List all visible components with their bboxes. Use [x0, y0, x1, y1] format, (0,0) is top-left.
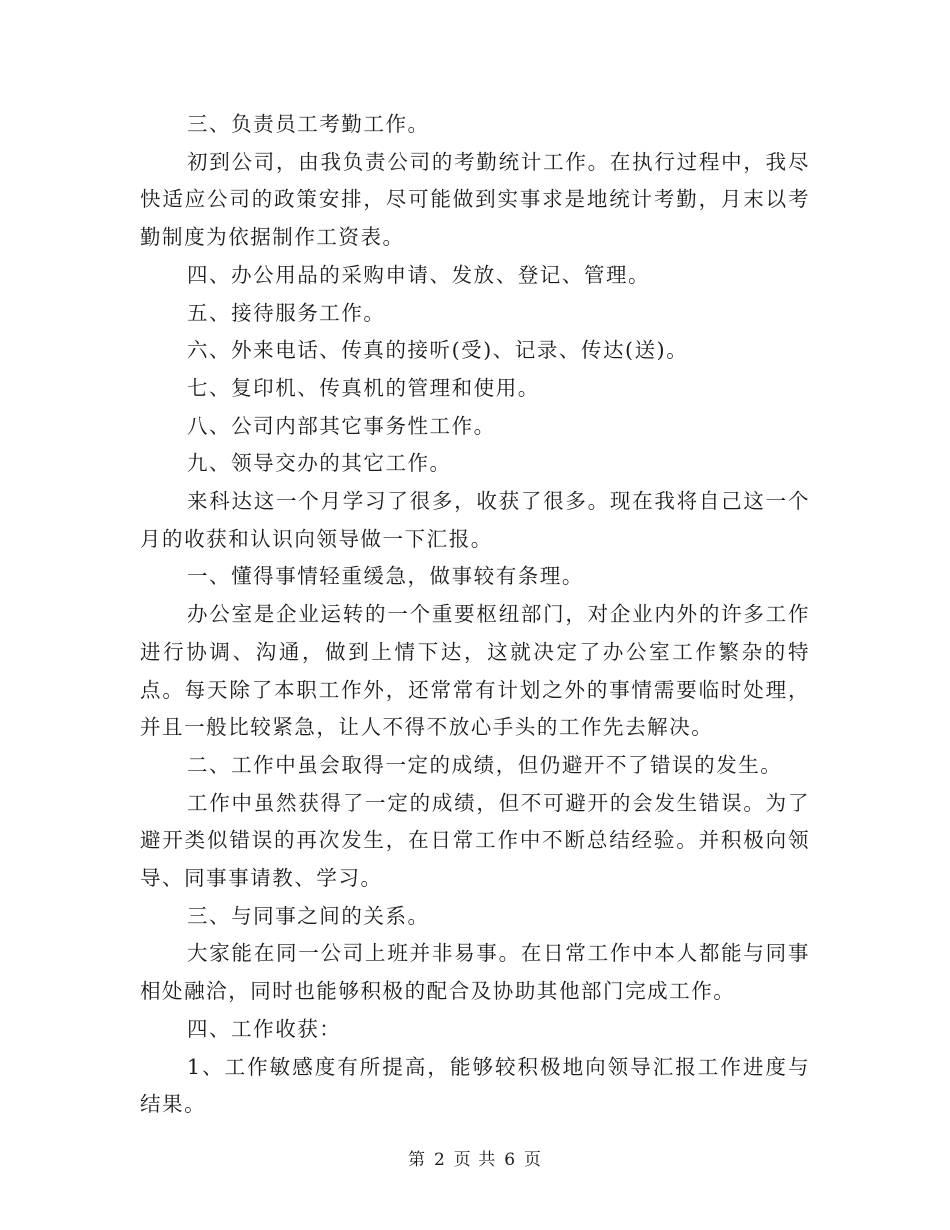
paragraph-section-six-calls: 六、外来电话、传真的接听(受)、记录、传达(送)。	[187, 338, 689, 363]
paragraph-section-four-supplies: 四、办公用品的采购申请、发放、登记、管理。	[187, 262, 651, 287]
paragraph-section-five-reception: 五、接待服务工作。	[187, 300, 386, 325]
paragraph-gain-one: 1、工作敏感度有所提高，能够较积极地向领导汇报工作进度与结果。	[140, 1054, 810, 1117]
footer-prefix: 第	[407, 1150, 426, 1170]
footer-suffix: 页	[524, 1150, 543, 1170]
paragraph-section-seven-machines: 七、复印机、传真机的管理和使用。	[187, 375, 540, 400]
paragraph-point-three-colleagues: 三、与同事之间的关系。	[187, 903, 430, 928]
footer-total-pages: 6	[504, 1150, 517, 1170]
page-footer	[0, 1148, 950, 1172]
footer-middle: 页 共	[453, 1150, 497, 1170]
paragraph-month-summary: 来科达这一个月学习了很多，收获了很多。现在我将自己这一个月的收获和认识向领导做一下汇报。	[140, 489, 810, 551]
paragraph-section-three-attendance: 三、负责员工考勤工作。	[187, 112, 430, 136]
paragraph-section-nine-other: 九、领导交办的其它工作。	[187, 451, 452, 476]
paragraph-office-role: 办公室是企业运转的一个重要枢纽部门，对企业内外的许多工作进行协调、沟通，做到上情下达，这就决定了办公室工作繁杂的特点。每天除了本职工作外，还常常有计划之外的事情需要临时处理，并且一般比较紧急，让人不得不放心手头的工作先去解决。	[140, 602, 810, 740]
paragraph-point-one-priorities: 一、懂得事情轻重缓急，做事较有条理。	[187, 564, 584, 589]
paragraph-mistakes-detail: 工作中虽然获得了一定的成绩，但不可避开的会发生错误。为了避开类似错误的再次发生，在日常工作中不断总结经验。并积极向领导、同事事请教、学习。	[140, 790, 810, 891]
paragraph-colleagues-detail: 大家能在同一公司上班并非易事。在日常工作中本人都能与同事相处融洽，同时也能够积极的配合及协助其他部门完成工作。	[140, 941, 810, 1004]
paragraph-point-two-mistakes: 二、工作中虽会取得一定的成绩，但仍避开不了错误的发生。	[187, 752, 783, 777]
footer-current-page: 2	[433, 1150, 446, 1170]
paragraph-section-eight-internal: 八、公司内部其它事务性工作。	[187, 413, 496, 438]
paragraph-point-four-gains: 四、工作收获：	[187, 1016, 342, 1041]
paragraph-attendance-detail: 初到公司，由我负责公司的考勤统计工作。在执行过程中，我尽快适应公司的政策安排，尽可能做到实事求是地统计考勤，月末以考勤制度为依据制作工资表。	[140, 149, 810, 250]
document-body	[140, 106, 810, 1124]
